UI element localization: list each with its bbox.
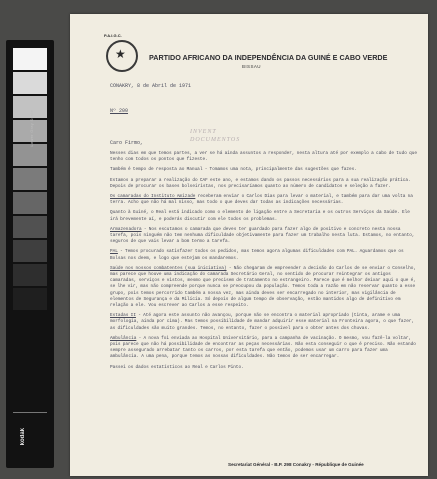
letter-salutation: Caro Firmo, <box>110 140 144 146</box>
paragraph: Estadas II - Até agora este assunto não avançou, porque não se encontra o material apropriado (tinta, arame e uma morfologia, ainda por cima). Mas temos possibilidade de mandar adquirir esse material na Fronteira agora, o que fazer, as dificuldades são muito grandes. Temos, no entanto, fazer o possível para o obter antes dos chuvas. <box>110 313 415 331</box>
paragraph: Os camaradas do Instituto Amizade receberam enviar o Carlos Dias para levar o material, e também para dar uma volta na terra. Acho que não há mal nisso, mas todo o que deves dar todas as indicações necessárias. <box>110 194 413 206</box>
archive-stamp <box>190 128 240 144</box>
calibration-card-divider <box>13 412 47 413</box>
paragraph: Saúde nos nossos combatentes (sua iniciativa) - Não chegaram de empreender a decisão do Carlos de se enviar o Conselho, mas parece que houve uma indicação do camarada Secretário Geral, no sentido de procurar reintegrar os antigos camaradas, serviços e vistos, mesmo que precisem de tratamento no estrangeiro. Parece que é melhor deixar aqui o que é, se lhe vir, mas não compreende porque nunca se preocupou da população. Temos toda a razão em não reservar quanto a esse grupo, pois temos percorrido também a nossa vez, mas ainda deves ser encarregado no interior, mas vigilância de elementos de Segurança e da Milícia. Só depois de algum tempo de observação, estão mantidos algo de definitivo em relação a ele. Vou escrever ao Carlos a esse respeito. <box>110 265 416 309</box>
paragraph: PAL - Temos procurado satisfazer todos os pedidos, mas temos agora algumas dificuldades com PAL. Aguardamos que os Bolsas nos deem, e logo que estejam os mandaremos. <box>110 249 404 261</box>
letter-body <box>110 151 418 375</box>
paragraph: Armazenadora - Nos escutamos o camarada que deves ter guardado para fazer algo de positivo e concreto nesta nossa tarefa, pois ninguém não tem nenhuma dificuldade objetivamente para fazer um trabalho nesta luta. Estamos, no entanto, seguros de que vais levar a bom termo a tarefa. <box>110 226 415 245</box>
paragraph: Estamos a preparar a realização do CAF este ano, e estamos dando os passos necessários para a sua realização prática. Depois de procurar os bases bolseiristas, nos precisaríamos quanto ao número de candidatos e seleção a fazer. <box>110 177 411 189</box>
letterhead-organization: PARTIDO AFRICANO DA INDEPENDÊNCIA DA GUINÉ E CABO VERDE <box>149 53 388 62</box>
seal-star-icon: ★ <box>115 47 126 61</box>
gray-patch <box>13 216 47 238</box>
gray-patch <box>13 192 47 214</box>
paragraph: Nesses dias em que temos partes, a ver se há ainda assuntos a responder, nesta altura até por exemplo a cabo de tudo que tenho com todos os pontos que fizeste. <box>110 151 417 163</box>
letter-page <box>70 14 428 476</box>
party-seal-icon <box>104 33 138 72</box>
letter-reference: Nº 200 <box>110 108 129 114</box>
gray-patch <box>13 48 47 70</box>
stamp-line: DOCUMENTOS <box>190 137 241 143</box>
letter-footer: Secretariat Général - B.P. 298 Conakry - République de Guinée <box>228 462 364 467</box>
gray-patch <box>13 240 47 262</box>
calibration-card <box>6 40 54 468</box>
gray-patch <box>13 168 47 190</box>
gray-patch <box>13 312 47 334</box>
calibration-card-label: Lower Gray Scale <box>29 110 34 147</box>
gray-patch <box>13 288 47 310</box>
paragraph: Passei os dados estatísticos ao Real e Carlos Pinto. <box>110 364 244 370</box>
paragraph: Também é tempo de resposta ao Manual - Tomamos uma nota, principalmente das sugestões que fazes. <box>110 167 357 173</box>
paragraph: Ambulância - A nova foi enviada ao Hospital Universitário, para a campanha de vacinação. O mesmo, vou fazê-la voltar, pois parece que não há possibilidade de encontrar as peças necessárias. Não esta conseguir o que é preciso. Não estando sempre assegurado arrebatar tanto os carros, por esta tarefa que então, podemos usar um carro para fazer uma ambulância. A uma pena, porque temos as nossas dificuldades. Não temos de ser encarregar. <box>110 335 416 360</box>
stamp-line: INVENT <box>190 129 217 135</box>
gray-patch <box>13 144 47 166</box>
letterhead-subtitle: BISSAU <box>242 64 261 69</box>
calibration-card-brand: kodak <box>20 428 26 446</box>
gray-patch <box>13 264 47 286</box>
letter-date: CONAKRY, 8 de Abril de 1971 <box>110 83 192 89</box>
gray-patch <box>13 72 47 94</box>
seal-text: P.A.I.G.C. <box>104 33 122 38</box>
paragraph: Quanto à Guiné, o Real está indicado como o elemento de ligação entre a Secretaria e os outros Serviços da Saúde. Ele irá brevemente aí, e poderás discutir com ele todos os problemas. <box>110 210 410 222</box>
